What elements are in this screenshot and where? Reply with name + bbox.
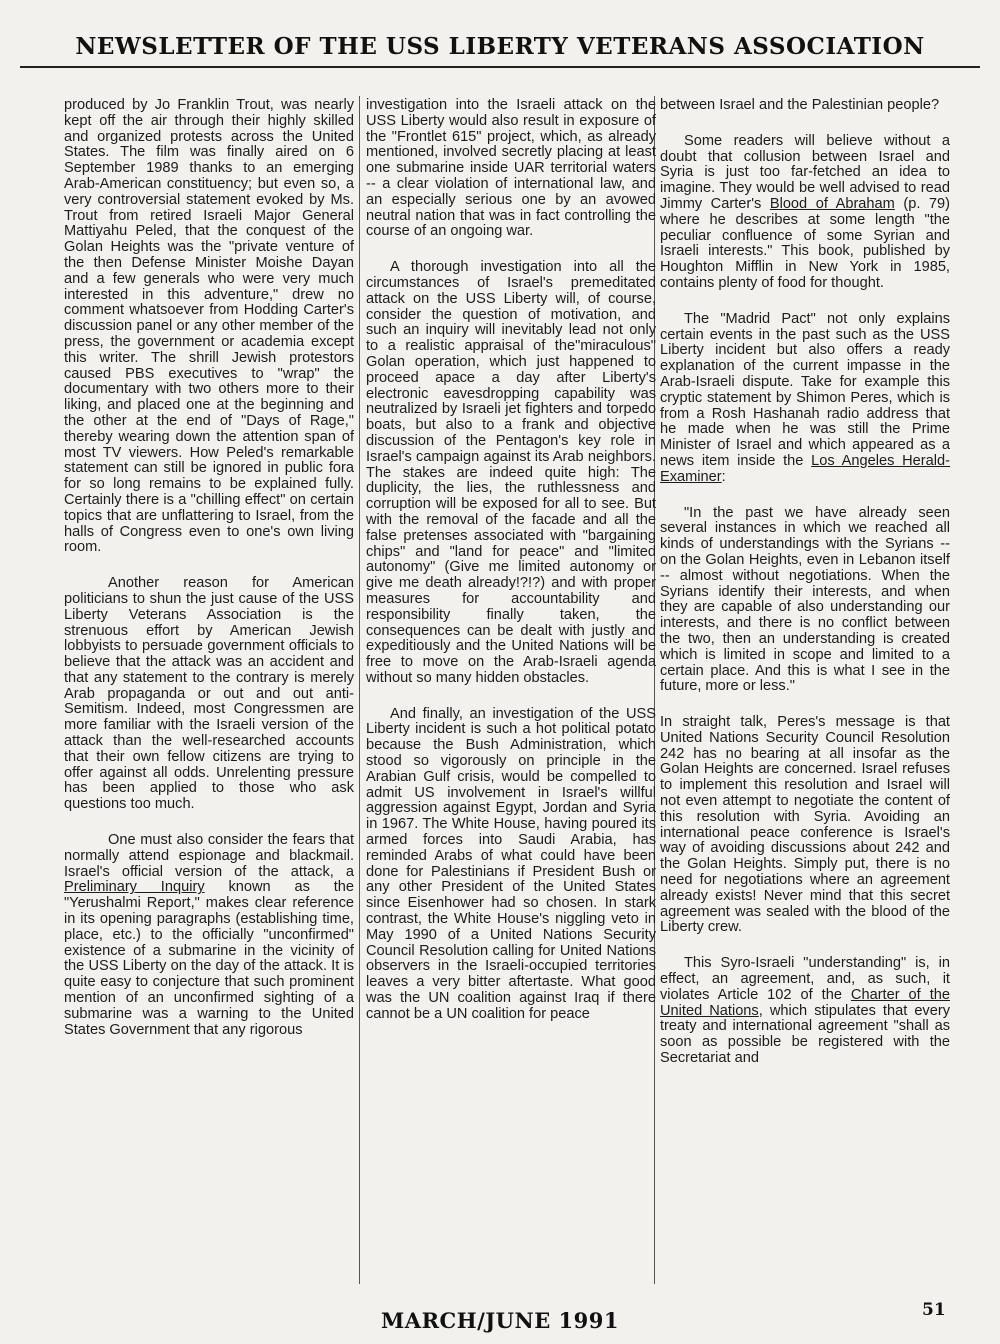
article-column-1 bbox=[64, 98, 354, 1281]
newsletter-masthead: NEWSLETTER OF THE USS LIBERTY VETERANS ASSOCIATION bbox=[20, 30, 980, 68]
text-run: known as the "Yerushalmi Report," makes clear reference in its opening paragraphs (establishing time, place, etc.) to the officially "unconfirmed" existence of a submarine in the vicinity of the USS Liberty on the day of the attack. It is quite easy to conjecture that such prominent mention of an unconfirmed sighting of a submarine was a warning to the United States Government that any rigorous bbox=[64, 879, 354, 1038]
article-column-3 bbox=[660, 98, 950, 1281]
paragraph bbox=[660, 312, 950, 486]
newspaper-title: Los Angeles Herald-Examiner bbox=[660, 452, 950, 485]
text-run: Some readers will believe without a doubt that collusion between Israel and Syria is just too far-fetched an idea to imagine. They would be well advised to read Jimmy Carter's bbox=[660, 132, 950, 212]
text-run: One must also consider the fears that normally attend espionage and blackmail. Israel's official version of the attack, a bbox=[64, 832, 354, 880]
paragraph bbox=[64, 833, 354, 1038]
column-divider bbox=[359, 96, 360, 1284]
text-run: The "Madrid Pact" not only explains certain events in the past such as the USS Liberty incident but also offers a ready explanation of the current impasse in the Arab-Israeli dispute. Take for example this cryptic statement by Shimon Peres, which is from a Rosh Hashanah radio address that he made when he was still the Prime Minister of Israel and which appeared as a news item inside the bbox=[660, 310, 950, 469]
paragraph: investigation into the Israeli attack on the USS Liberty would also result in exposure of the "Frontlet 615" project, which, as already mentioned, involved secretly placing at least one submarine inside UAR territorial waters -- a clear violation of international law, and an especially serious one by an avowed neutral nation that was in fact controlling the course of an ongoing war. bbox=[366, 98, 656, 240]
paragraph bbox=[660, 134, 950, 292]
text-run: , which stipulates that every treaty and international agreement "shall as soon as possible be registered with the Secretariat and bbox=[660, 1002, 950, 1067]
paragraph: Another reason for American politicians to shun the just cause of the USS Liberty Veterans Association is the strenuous effort by American Jewish lobbyists to persuade government officials to believe that the attack was an accident and that any statement to the contrary is merely Arab propaganda or out and out anti-Semitism. Indeed, most Congressmen are more familiar with the Israeli version of the attack than the well-researched accounts that their own fellow citizens are trying to offer against all odds. Unrelenting pressure has been applied to those who ask questions too much. bbox=[64, 575, 354, 813]
text-run: : bbox=[721, 468, 726, 485]
paragraph: A thorough investigation into all the circumstances of Israel's premeditated attack on the USS Liberty will, of course, consider the question of motivation, and such an inquiry will inevitably lead not only to a realistic appraisal of the"miraculous" Golan operation, which just happened to proceed apace a day after Liberty's electronic eavesdropping capability was neutralized by Israeli jet fighters and torpedo boats, but also to a frank and objective discussion of the Pentagon's key role in Israel's campaign against its Arab neighbors. The stakes are indeed quite high: The duplicity, the lies, the ruthlessness and corruption will be exposed for all to see. But with the removal of the facade and all the false pretenses associated with "bargaining chips" and "land for peace" and "limited autonomy" (Give me limited autonomy or give me death already!?!?) and with proper measures for accountability and responsibility finally taken, the consequences can be dealt with justly and expeditiously and the United Nations will be free to move on the Arab-Israeli agenda without so many hidden obstacles. bbox=[366, 259, 656, 686]
block-quote: "In the past we have already seen several instances in which we reached all kinds of understandings with the Syrians -- on the Golan Heights, even in Lebanon itself -- almost without negotiations. When the Syrians identify their interests, and when they are capable of also understanding our interests, and there is no conflict between the two, then an understanding is created which is limited in scope and limited to a certain place. And this is what I see in the future, more or less." bbox=[660, 504, 950, 695]
text-run: (p. 79) where he describes at some length "the peculiar confluence of some Syrian and Israeli interests." This book, published by Houghton Mifflin in New York in 1985, contains plenty of food for thought. bbox=[660, 195, 950, 291]
paragraph: And finally, an investigation of the USS Liberty incident is such a hot political potato because the Bush Administration, which stood so vigorously on principle in the Arabian Gulf crisis, would be compelled to admit US involvement in Israel's willful aggression against Egypt, Jordan and Syria in 1967. The White House, having poured its armed forces into Saudi Arabia, has reminded Arabs of what could have been done for Palestinians if President Bush or any other President of the United States since Eisenhower had so chosen. In stark contrast, the White House's niggling veto in May 1990 of a United Nations Security Council Resolution calling for United Nations observers in the Israeli-occupied territories leaves a very bitter aftertaste. What good was the UN coalition against Iraq if there cannot be a UN coalition for peace bbox=[366, 705, 656, 1022]
article-column-2 bbox=[366, 98, 656, 1281]
document-title-un-charter: Charter of the United Nations bbox=[660, 986, 950, 1019]
paragraph: produced by Jo Franklin Trout, was nearly kept off the air through their highly skilled and organized protests across the United States. The film was finally aired on 6 September 1989 thanks to an emerging Arab-American constituency; but even so, a very controversial statement evoked by Ms. Trout from retired Israeli Major General Mattiyahu Peled, that the conquest of the Golan Heights was the "private venture of the then Defense Minister Moishe Dayan and a few generals who were very much interested in this adventure," drew no comment whatsoever from Hodding Carter's discussion panel or any other member of the press, the government or academia except this writer. The shrill Jewish protestors caused PBS executives to "wrap" the documentary with two others more to their liking, and placed one at the beginning and the other at the end of "Days of Rage," thereby wearing down the attention span of most TV viewers. How Peled's remarkable statement can still be ignored in public fora for so long remains to be explained fully. Certainly there is a "chilling effect" on certain topics that are unflattering to Israel, from the halls of Congress even to one's own living room. bbox=[64, 98, 354, 556]
paragraph bbox=[660, 956, 950, 1067]
text-run: This Syro-Israeli "understanding" is, in effect, an agreement, and, as such, it violates Article 102 of the bbox=[660, 955, 950, 1003]
page-number: 51 bbox=[922, 1300, 946, 1320]
issue-date: MARCH/JUNE 1991 bbox=[381, 1308, 619, 1333]
book-title-blood-of-abraham: Blood of Abraham bbox=[769, 195, 895, 212]
paragraph: between Israel and the Palestinian people? bbox=[660, 98, 940, 113]
book-title-preliminary-inquiry: Preliminary Inquiry bbox=[64, 879, 205, 896]
paragraph: In straight talk, Peres's message is that United Nations Security Council Resolution 242 has no bearing at all insofar as the Golan Heights are concerned. Israel refuses to implement this resolution and Israel will not even attempt to negotiate the content of this resolution with Syria. Avoiding an international peace conference is Israel's way of avoiding discussions about 242 and the Golan Heights. Simply put, there is no need for negotiations where an agreement already exists! Never mind that this secret agreement was sealed with the blood of the Liberty crew. bbox=[660, 714, 950, 936]
